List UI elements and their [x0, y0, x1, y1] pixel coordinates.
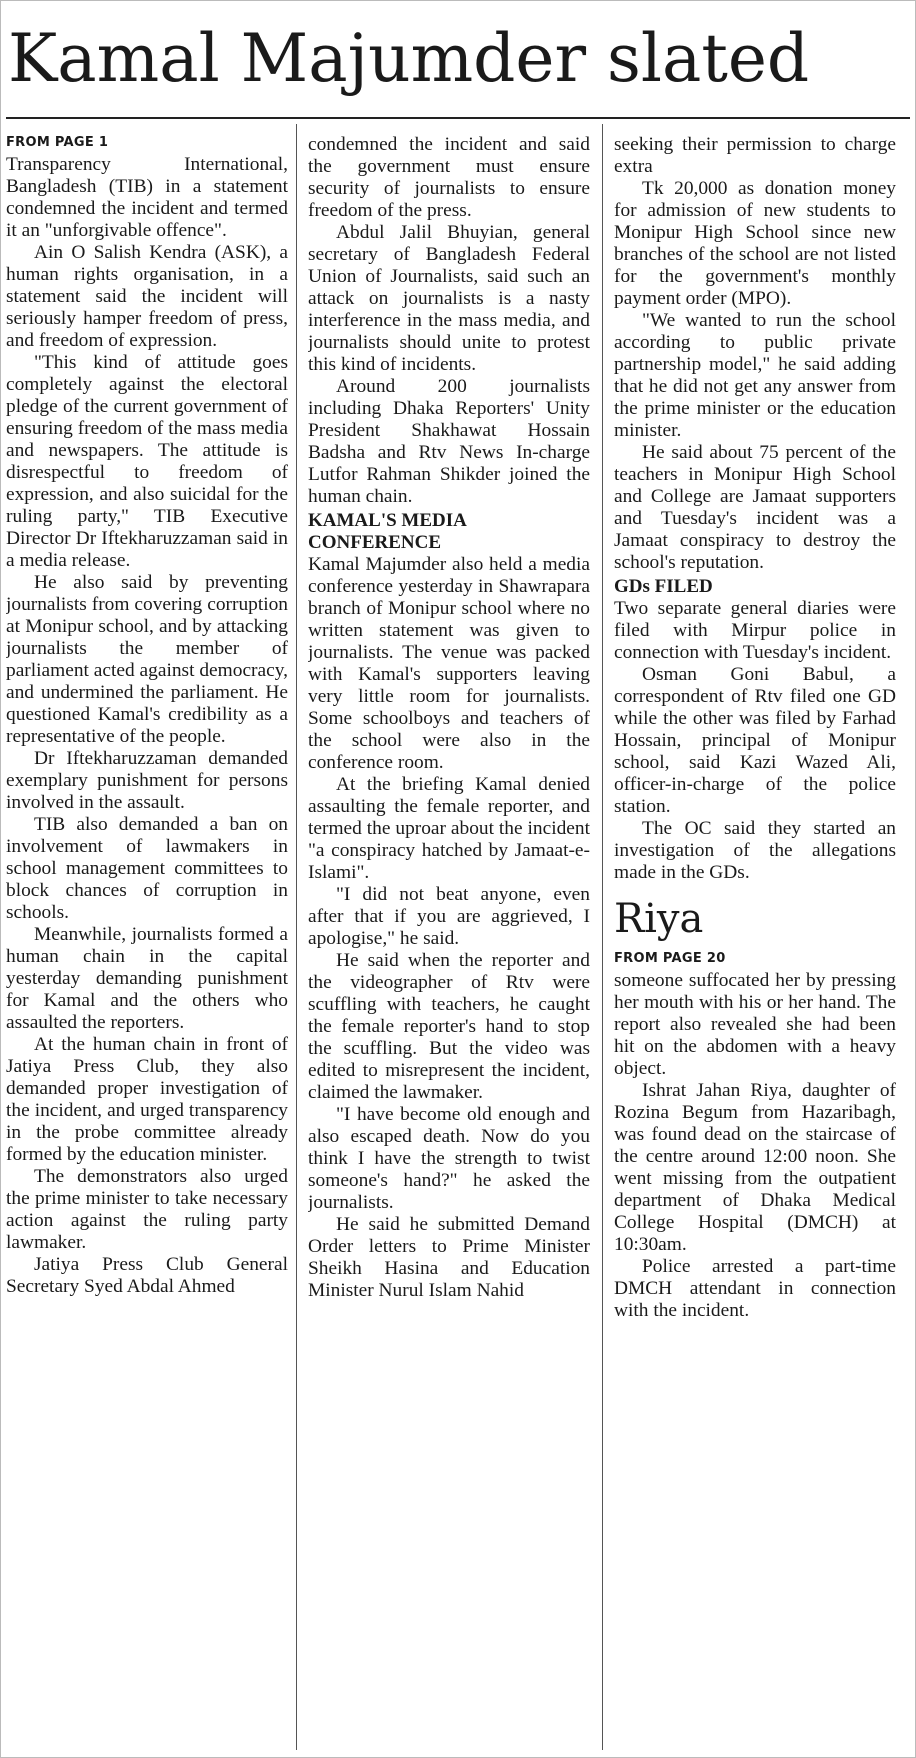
paragraph: The OC said they started an investigation of the allegations made in the GDs.: [614, 818, 896, 883]
paragraph: "I have become old enough and also escaped death. Now do you think I have the strength to twist someone's hand?" he asked the journalists.: [308, 1104, 590, 1213]
jump-label: FROM PAGE 20: [614, 951, 726, 966]
paragraph: Transparency International, Bangladesh (TIB) in a statement condemned the incident and termed it an "unforgivable offence".: [6, 154, 288, 241]
paragraph: "I did not beat anyone, even after that if you are aggrieved, I apologise," he said.: [308, 884, 590, 949]
paragraph: Kamal Majumder also held a media conference yesterday in Shawrapara branch of Monipur school where no written statement was given to journalists. The venue was packed with Kamal's supporters leaving very little room for journalists. Some schoolboys and teachers of the school were also in the conference room.: [308, 554, 590, 773]
subheading-media-conference: KAMAL'S MEDIA CONFERENCE: [308, 510, 466, 553]
jump-label: FROM PAGE 1: [6, 135, 109, 150]
article-column-2: [308, 134, 590, 1754]
paragraph: Meanwhile, journalists formed a human chain in the capital yesterday demanding punishment for Kamal and the others who assaulted the reporters.: [6, 924, 288, 1033]
paragraph: TIB also demanded a ban on involvement of lawmakers in school management committees to block chances of corruption in schools.: [6, 814, 288, 923]
paragraph: He said about 75 percent of the teachers in Monipur High School and College are Jamaat supporters and Tuesday's incident was a Jamaat conspiracy to destroy the school's reputation.: [614, 442, 896, 573]
paragraph: condemned the incident and said the government must ensure security of journalists to ensure freedom of the press.: [308, 134, 590, 221]
paragraph: Osman Goni Babul, a correspondent of Rtv filed one GD while the other was filed by Farhad Hossain, principal of Monipur school, said Kazi Wazed Ali, officer-in-charge of the police station.: [614, 664, 896, 817]
secondary-headline: Riya: [614, 896, 704, 942]
paragraph: The demonstrators also urged the prime minister to take necessary action against the ruling party lawmaker.: [6, 1166, 288, 1253]
paragraph: seeking their permission to charge extra: [614, 134, 896, 177]
paragraph: Jatiya Press Club General Secretary Syed Abdal Ahmed: [6, 1254, 288, 1297]
article-column-1: [6, 134, 288, 1754]
column-divider: [296, 124, 297, 1750]
page-headline: Kamal Majumder slated: [8, 20, 810, 97]
paragraph: At the briefing Kamal denied assaulting the female reporter, and termed the uproar about the incident "a conspiracy hatched by Jamaat-e-Islami".: [308, 774, 590, 883]
headline-rule: [6, 117, 910, 119]
paragraph: "We wanted to run the school according to public private partnership model," he said adding that he did not get any answer from the prime minister or the education minister.: [614, 310, 896, 441]
paragraph: Ishrat Jahan Riya, daughter of Rozina Begum from Hazaribagh, was found dead on the staircase of the centre around 12:00 noon. She went missing from the outpatient department of Dhaka Medical College Hospital (DMCH) at 10:30am.: [614, 1080, 896, 1255]
paragraph: Ain O Salish Kendra (ASK), a human rights organisation, in a statement said the incident will seriously hamper freedom of press, and freedom of expression.: [6, 242, 288, 351]
paragraph: Abdul Jalil Bhuyian, general secretary of Bangladesh Federal Union of Journalists, said such an attack on journalists is a nasty interference in the mass media, and journalists should unite to protest this kind of incidents.: [308, 222, 590, 375]
subheading-gds-filed: GDs FILED: [614, 576, 713, 597]
paragraph: At the human chain in front of Jatiya Press Club, they also demanded proper investigation of the incident, and urged transparency in the probe committee already formed by the education minister.: [6, 1034, 288, 1165]
paragraph: He said he submitted Demand Order letters to Prime Minister Sheikh Hasina and Education Minister Nurul Islam Nahid: [308, 1214, 590, 1301]
paragraph: He also said by preventing journalists from covering corruption at Monipur school, and by attacking journalists the member of parliament acted against democracy, and undermined the parliament. He questioned Kamal's credibility as a representative of the people.: [6, 572, 288, 747]
paragraph: someone suffocated her by pressing her mouth with his or her hand. The report also revealed she had been hit on the abdomen with a heavy object.: [614, 970, 896, 1079]
paragraph: Around 200 journalists including Dhaka Reporters' Unity President Shakhawat Hossain Badsha and Rtv News In-charge Lutfor Rahman Shikder joined the human chain.: [308, 376, 590, 507]
paragraph: Dr Iftekharuzzaman demanded exemplary punishment for persons involved in the assault.: [6, 748, 288, 813]
article-column-3: [614, 134, 896, 1754]
paragraph: Police arrested a part-time DMCH attendant in connection with the incident.: [614, 1256, 896, 1321]
paragraph: He said when the reporter and the videographer of Rtv were scuffling with teachers, he caught the female reporter's hand to stop the scuffling. But the video was edited to misrepresent the incident, claimed the lawmaker.: [308, 950, 590, 1103]
paragraph: "This kind of attitude goes completely against the electoral pledge of the current government of ensuring freedom of the mass media and newspapers. The attitude is disrespectful to freedom of expression, and also suicidal for the ruling party," TIB Executive Director Dr Iftekharuzzaman said in a media release.: [6, 352, 288, 571]
paragraph: Two separate general diaries were filed with Mirpur police in connection with Tuesday's incident.: [614, 598, 896, 663]
paragraph: Tk 20,000 as donation money for admission of new students to Monipur High School since new branches of the school are not listed for the government's monthly payment order (MPO).: [614, 178, 896, 309]
column-divider: [602, 124, 603, 1750]
